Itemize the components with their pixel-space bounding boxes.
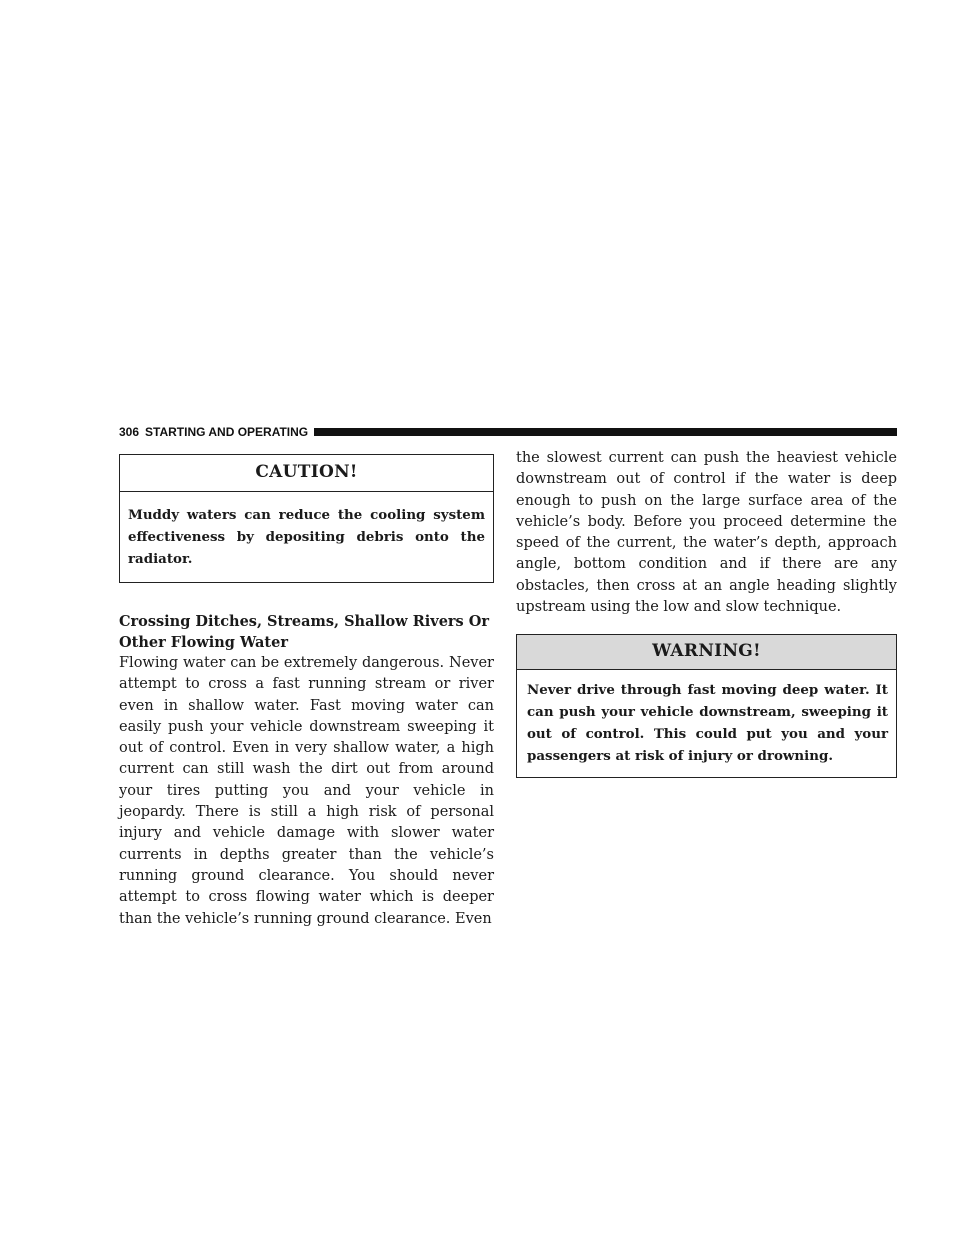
body-paragraph-right: the slowest current can push the heaviest vehicle downstream out of control if the water is deep enough to push on the large surface area of the vehicle’s body. Before you proceed determine the speed of the current, the water’s depth, approach angle, bottom condition and if there are any obstacles, then cross at an angle heading slightly upstream using the low and slow technique. [516,450,897,616]
heading-line-1: Crossing Ditches, Streams, Shallow Rivers Or [119,613,490,630]
header-rule [314,428,897,436]
warning-title: WARNING! [517,635,896,670]
page-number: 306 [119,425,140,439]
warning-box [516,634,897,778]
warning-text: Never drive through fast moving deep water. It can push your vehicle downstream, sweeping it out of control. This could put you and your passengers at risk of injury or drowning. [527,682,888,765]
caution-title: CAUTION! [120,455,493,492]
right-column [516,448,897,778]
section-heading [119,611,494,653]
section-title: STARTING AND OPERATING [145,425,309,439]
left-column [119,454,494,930]
page-header [119,424,897,440]
caution-text: Muddy waters can reduce the cooling system effectiveness by depositing debris onto the radiator. [128,507,485,567]
body-paragraph-left: Flowing water can be extremely dangerous. Never attempt to cross a fast running stream or river even in shallow water. Fast moving water can easily push your vehicle downstream sweeping it out of control. Even in very shallow water, a high current can still wash the dirt out from around your tires putting you and your vehicle in jeopardy. There is still a high risk of personal injury and vehicle damage with slower water currents in depths greater than the vehicle’s running ground clearance. You should never attempt to cross flowing water which is deeper than the vehicle’s running ground clearance. Even [119,655,494,927]
heading-line-2: Other Flowing Water [119,634,288,651]
caution-box [119,454,494,583]
